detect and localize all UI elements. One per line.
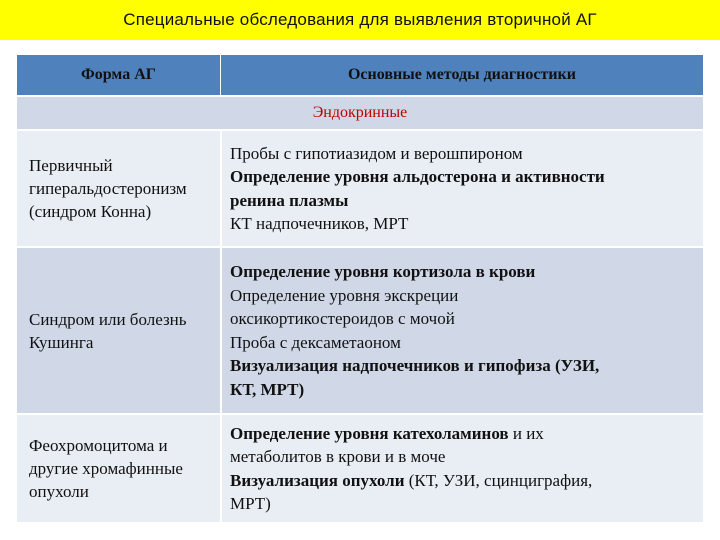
form-line: (синдром Конна) xyxy=(29,202,152,221)
form-line: Синдром или болезнь xyxy=(29,309,187,329)
method-line: Пробы с гипотиазидом и верошпироном xyxy=(230,143,523,163)
method-line: Определение уровня кортизола в крови xyxy=(230,262,536,281)
form-cell xyxy=(17,415,222,522)
method-line: Определение уровня экскреции xyxy=(230,285,459,305)
header-methods: Основные методы диагностики xyxy=(347,66,576,83)
method-bold: Визуализация опухоли xyxy=(230,470,405,490)
method-line: Визуализация надпочечников и гипофиза (УЗИ, xyxy=(230,356,600,375)
method-line: КТ, МРТ) xyxy=(230,379,305,399)
methods-cell xyxy=(222,248,703,413)
table-row-cushing xyxy=(17,248,703,415)
table-header xyxy=(17,55,703,97)
method-line: Проба с дексаметаоном xyxy=(230,332,401,352)
method-line: ренина плазмы xyxy=(230,190,349,210)
method-rest: и их xyxy=(508,423,544,443)
methods-cell xyxy=(222,415,703,522)
method-line xyxy=(230,422,592,446)
methods-cell xyxy=(222,131,703,246)
form-cell xyxy=(17,248,222,413)
method-line: МРТ) xyxy=(230,494,271,513)
method-rest: (КТ, УЗИ, сцинциграфия, xyxy=(404,470,593,490)
form-line: Кушинга xyxy=(29,332,94,352)
page-title: Специальные обследования для выявления вторичной АГ xyxy=(123,10,597,29)
table-row-pheo xyxy=(17,415,703,524)
header-form: Форма АГ xyxy=(17,55,221,95)
form-line: Первичный xyxy=(29,156,113,175)
method-line: Определение уровня альдостерона и активности xyxy=(230,167,605,186)
method-line xyxy=(230,469,592,493)
form-cell xyxy=(17,131,222,246)
form-line: гиперальдостеронизм xyxy=(29,179,187,198)
table-row-conn xyxy=(17,131,703,248)
method-line: КТ надпочечников, МРТ xyxy=(230,214,409,233)
form-line: опухоли xyxy=(29,482,89,501)
title-bar xyxy=(0,0,720,40)
method-line: оксикортикостероидов с мочой xyxy=(230,309,455,328)
method-bold: Определение уровня катехоламинов xyxy=(230,423,509,443)
form-line: другие хромафинные xyxy=(29,459,183,478)
section-endocrine: Эндокринные xyxy=(17,97,703,131)
method-line: метаболитов в крови и в моче xyxy=(230,447,446,466)
form-line: Феохромоцитома и xyxy=(29,436,168,455)
